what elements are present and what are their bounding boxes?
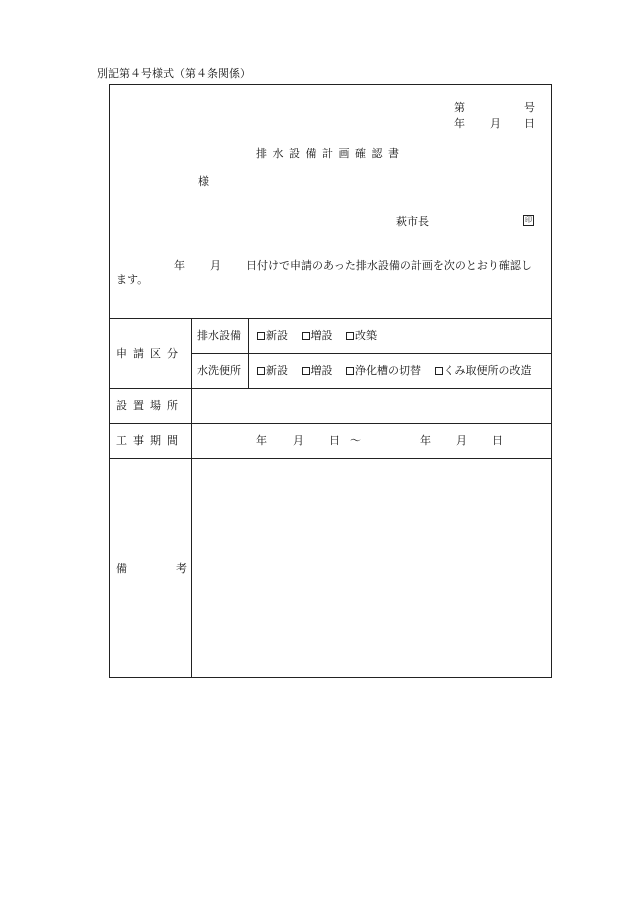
body-month: 月 (210, 259, 221, 272)
category-mid-rule (191, 353, 551, 354)
toilet-option-septic-switch[interactable] (346, 365, 421, 376)
drainage-option-new[interactable] (257, 330, 288, 341)
addressee-suffix: 様 (198, 175, 209, 188)
checkbox[interactable] (257, 332, 265, 340)
option-label: 新設 (266, 364, 288, 377)
option-label: 増設 (310, 364, 333, 377)
checkbox[interactable] (346, 332, 354, 340)
option-label: 浄化槽の切替 (355, 364, 421, 377)
confirmation-form (109, 84, 552, 678)
body-text-line2: ます。 (116, 273, 149, 286)
document-title: 排水設備計画確認書 (256, 147, 405, 160)
drainage-options (257, 330, 387, 341)
location-bottom-rule (110, 423, 551, 424)
category-label: 申請区分 (116, 347, 184, 360)
option-label: 改築 (355, 329, 377, 342)
remarks-label-left: 備 (116, 562, 127, 575)
drainage-option-extension[interactable] (302, 330, 333, 341)
table-top-rule (110, 318, 551, 319)
issuer-name: 萩市長 (396, 215, 429, 228)
category-bottom-rule (110, 388, 551, 389)
drainage-option-rebuild[interactable] (346, 330, 377, 341)
period-end-year: 年 (420, 434, 431, 447)
period-tilde: ～ (350, 434, 361, 447)
body-text-line1: 日付けで申請のあった排水設備の計画を次のとおり確認し (246, 259, 532, 272)
seal-mark (523, 215, 534, 226)
period-label: 工事期間 (116, 434, 184, 447)
toilet-option-extension[interactable] (302, 365, 333, 376)
subcategory-column-rule (248, 318, 249, 388)
seal-char: 印 (525, 216, 532, 224)
remarks-label-right: 考 (176, 562, 187, 575)
checkbox[interactable] (257, 367, 265, 375)
drainage-label: 排水設備 (197, 329, 241, 342)
toilet-options (257, 365, 532, 376)
toilet-option-pit-conversion[interactable] (435, 365, 532, 376)
form-label: 別記第４号様式（第４条関係） (97, 67, 251, 80)
option-label: くみ取便所の改造 (443, 364, 532, 377)
location-label: 設置場所 (116, 399, 184, 412)
checkbox[interactable] (435, 367, 443, 375)
checkbox[interactable] (346, 367, 354, 375)
number-prefix: 第 (454, 101, 465, 114)
period-end-day: 日 (492, 434, 503, 447)
option-label: 増設 (310, 329, 333, 342)
checkbox[interactable] (302, 332, 310, 340)
period-start-day: 日 (329, 434, 340, 447)
checkbox[interactable] (302, 367, 310, 375)
header-date-year: 年 (454, 117, 465, 130)
period-start-month: 月 (293, 434, 304, 447)
remarks-field[interactable] (192, 459, 551, 677)
period-end-month: 月 (456, 434, 467, 447)
period-start-year: 年 (256, 434, 267, 447)
toilet-label: 水洗便所 (197, 364, 241, 377)
body-year: 年 (174, 259, 185, 272)
toilet-option-new[interactable] (257, 365, 288, 376)
header-date-month: 月 (490, 117, 501, 130)
header-date-day: 日 (524, 117, 535, 130)
number-suffix: 号 (524, 101, 535, 114)
option-label: 新設 (266, 329, 288, 342)
